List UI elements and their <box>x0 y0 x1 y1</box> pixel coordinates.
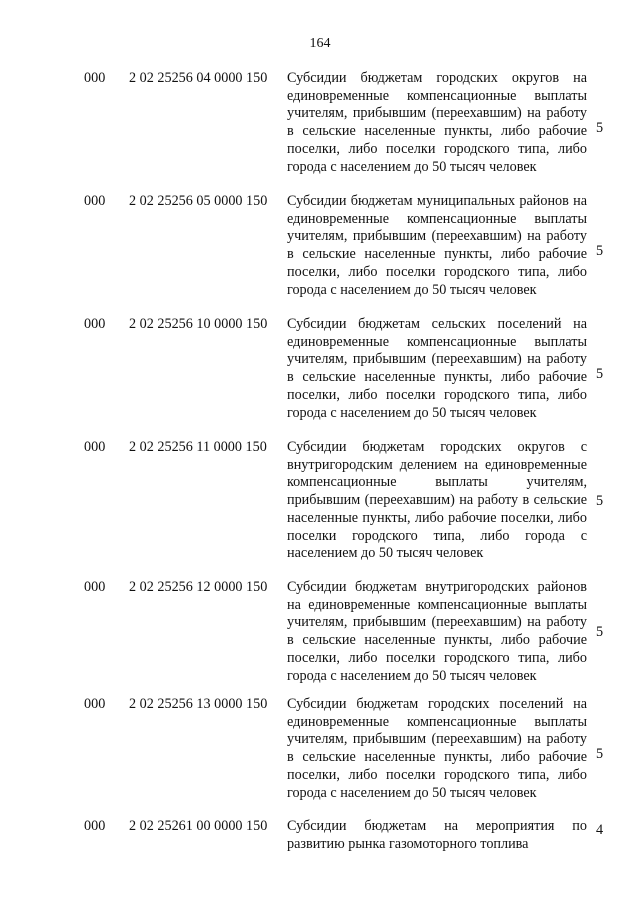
row-amount: 5 <box>596 366 604 382</box>
row-kbk: 2 02 25256 12 0000 150 <box>129 579 268 595</box>
row-code: 000 <box>84 316 106 332</box>
row-code: 000 <box>84 70 106 86</box>
row-amount: 5 <box>596 624 604 640</box>
row-amount: 5 <box>596 493 604 509</box>
row-code: 000 <box>84 193 106 209</box>
row-name: Субсидии бюджетам на мероприятия по развитию рынка газомоторного топлива <box>287 818 587 852</box>
row-name: Субсидии бюджетам сельских поселений на единовременные компенсационные выплаты учителям, прибывшим (переехавшим) на работу в сельские населенные пункты, либо рабочие поселки, либо поселки городского типа, либо города с населением до 50 тысяч человек <box>287 316 587 421</box>
row-code: 000 <box>84 818 106 834</box>
row-name: Субсидии бюджетам внутригородских районов на единовременные компенсационные выплаты учителям, прибывшим (переехавшим) на работу в сельские населенные пункты, либо рабочие поселки, либо поселки городского типа, либо города с населением до 50 тысяч человек <box>287 579 587 684</box>
row-code: 000 <box>84 439 106 455</box>
row-amount: 4 <box>596 822 604 838</box>
row-name: Субсидии бюджетам муниципальных районов на единовременные компенсационные выплаты учителям, прибывшим (переехавшим) на работу в сельские населенные пункты, либо рабочие поселки, либо поселки городского типа, либо города с населением до 50 тысяч человек <box>287 193 587 298</box>
row-name: Субсидии бюджетам городских округов с внутригородским делением на единовременные компенсационные выплаты учителям, прибывшим (переехавшим) на работу в сельские населенные пункты, либо рабочие поселки, либо поселки городского типа, либо города с населением до 50 тысяч человек <box>287 439 587 562</box>
row-kbk: 2 02 25256 05 0000 150 <box>129 193 268 209</box>
row-amount: 5 <box>596 120 604 136</box>
row-code: 000 <box>84 579 106 595</box>
row-amount: 5 <box>596 243 604 259</box>
row-kbk: 2 02 25256 10 0000 150 <box>129 316 268 332</box>
row-amount: 5 <box>596 746 604 762</box>
page-number: 164 <box>309 36 331 51</box>
row-name: Субсидии бюджетам городских округов на единовременные компенсационные выплаты учителям, прибывшим (переехавшим) на работу в сельские населенные пункты, либо рабочие поселки, либо поселки городского типа, либо города с населением до 50 тысяч человек <box>287 70 587 175</box>
row-kbk: 2 02 25261 00 0000 150 <box>129 818 268 834</box>
row-code: 000 <box>84 696 106 712</box>
row-name: Субсидии бюджетам городских поселений на единовременные компенсационные выплаты учителям, прибывшим (переехавшим) на работу в сельские населенные пункты, либо рабочие поселки, либо поселки городского типа, либо города с населением до 50 тысяч человек <box>287 696 587 801</box>
row-kbk: 2 02 25256 11 0000 150 <box>129 439 267 455</box>
row-kbk: 2 02 25256 04 0000 150 <box>129 70 268 86</box>
row-kbk: 2 02 25256 13 0000 150 <box>129 696 268 712</box>
